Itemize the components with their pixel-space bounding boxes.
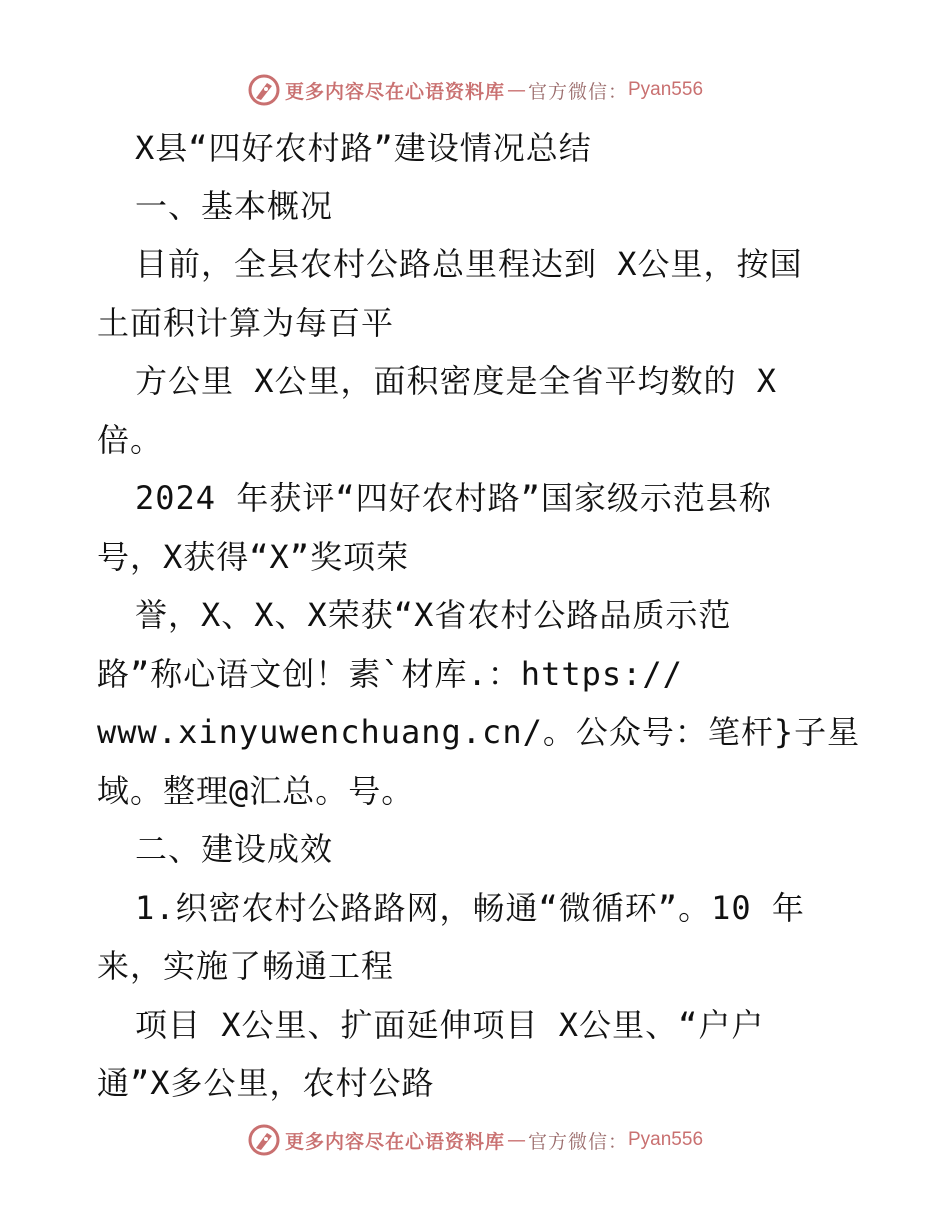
section-heading-overview: 一、基本概况 (135, 187, 334, 225)
paragraph-line: 方公里 X公里，面积密度是全省平均数的 X (135, 362, 778, 400)
paragraph-line: 倍。 (97, 421, 164, 459)
paragraph-line: 号，X获得“X”奖项荣 (97, 538, 410, 576)
footer-watermark-banner (0, 1120, 950, 1160)
paragraph-line: www.xinyuwenchuang.cn/。公众号：笔杆}子星 (97, 713, 861, 751)
paragraph-line: 路”称心语文创！素`材库.：https:// (97, 655, 683, 693)
header-watermark-banner (0, 70, 950, 110)
watermark-brand-text: 更多内容尽在心语资料库 (284, 1130, 505, 1153)
watermark-dash: — (506, 1129, 526, 1151)
paragraph-line: 目前，全县农村公路总里程达到 X公里，按国 (135, 245, 803, 283)
paragraph-line: 来，实施了畅通工程 (97, 947, 395, 985)
pen-nib-circle-icon (247, 73, 281, 107)
paragraph-line: 土面积计算为每百平 (97, 304, 395, 342)
paragraph-line: 2024 年获评“四好农村路”国家级示范县称 (135, 479, 772, 517)
watermark-dash: — (506, 79, 526, 101)
paragraph-line: 通”X多公里，农村公路 (97, 1064, 435, 1102)
watermark-wechat-id: Pyan556 (628, 79, 704, 100)
paragraph-line: 誉，X、X、X荣获“X省农村公路品质示范 (135, 596, 732, 634)
paragraph-line: 1.织密农村公路路网，畅通“微循环”。10 年 (135, 889, 805, 927)
document-title: X县“四好农村路”建设情况总结 (135, 129, 592, 167)
paragraph-line: 域。整理@汇总。号。 (97, 772, 415, 810)
pen-nib-circle-icon (247, 1123, 281, 1157)
watermark-wechat-id: Pyan556 (628, 1129, 704, 1150)
watermark-brand-text: 更多内容尽在心语资料库 (284, 80, 505, 103)
paragraph-line: 项目 X公里、扩面延伸项目 X公里、“户户 (135, 1006, 765, 1044)
section-heading-results: 二、建设成效 (135, 830, 334, 868)
watermark-official-label: 官方微信： (527, 1130, 628, 1153)
watermark-official-label: 官方微信： (527, 80, 628, 103)
